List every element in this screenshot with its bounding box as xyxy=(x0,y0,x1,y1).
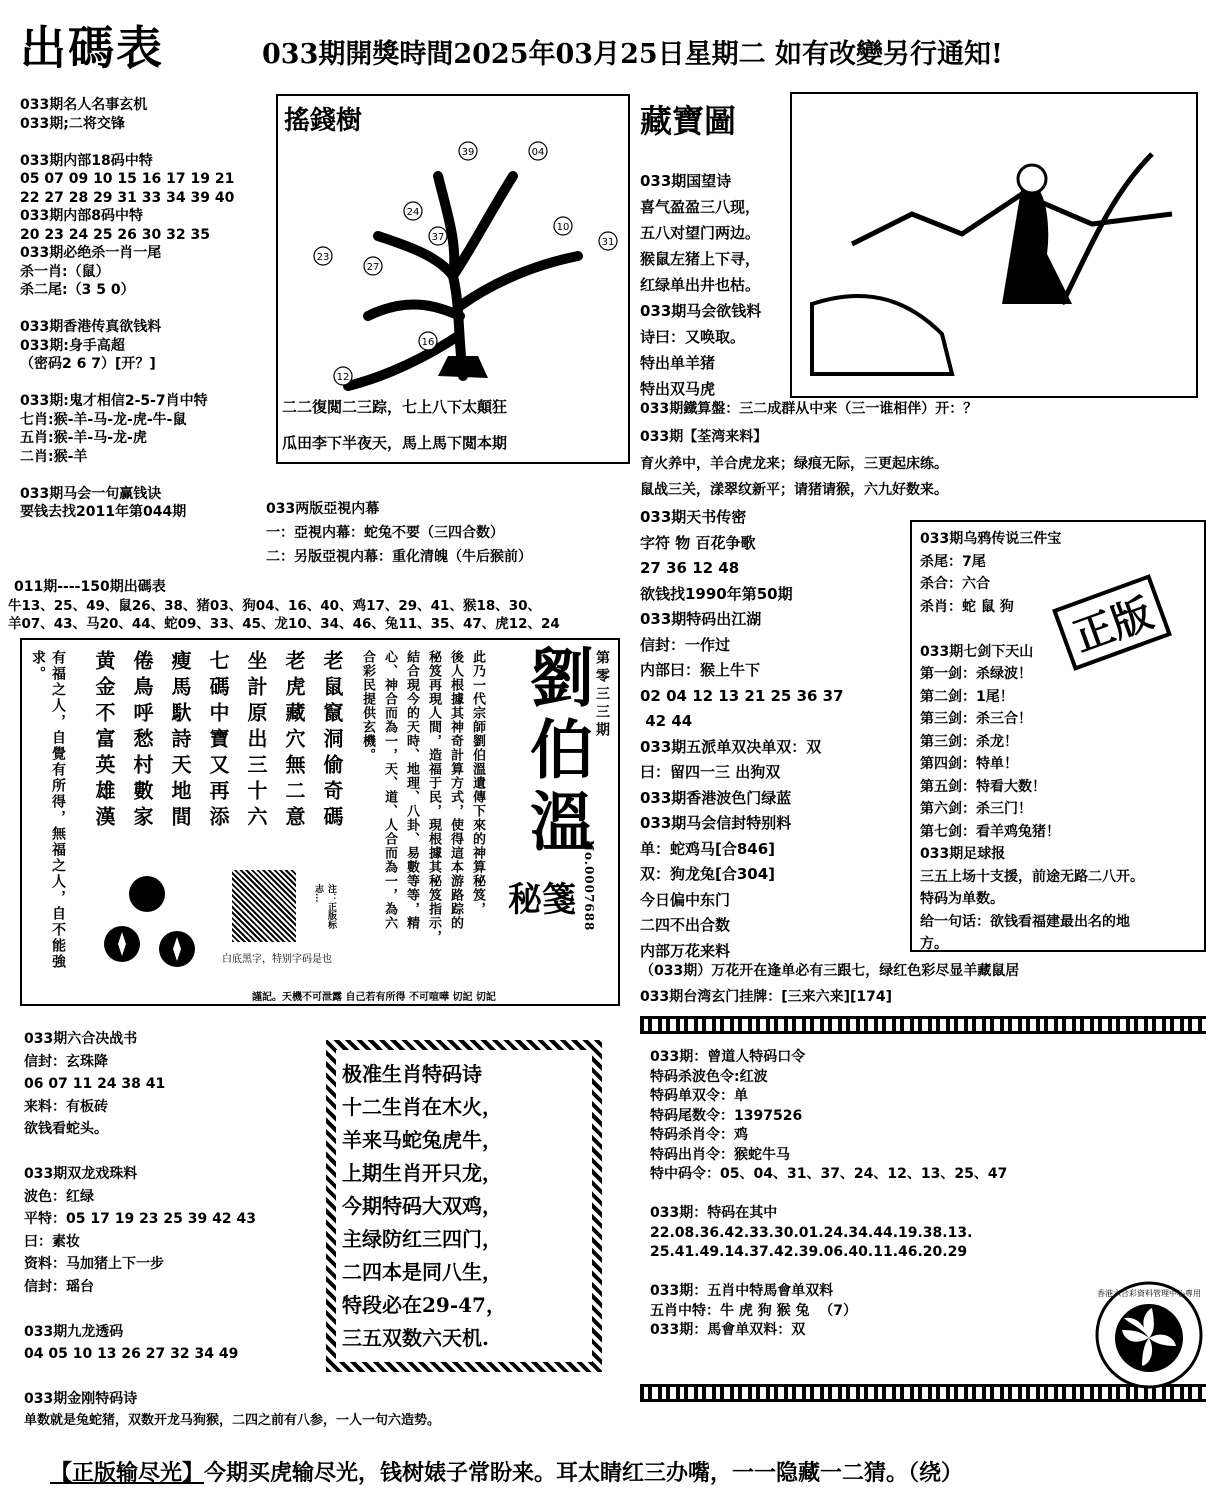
bottom-right-line: 033期：馬會单双料：双 xyxy=(650,1322,806,1338)
footer-tag: 【正版输尽光】 xyxy=(50,1460,205,1486)
crow-box xyxy=(910,520,1206,952)
tree-number: 04 xyxy=(531,147,545,158)
tree-number: 31 xyxy=(601,237,615,248)
intro-column: 此乃一代宗師劉伯溫遺傳下來的神算秘笈， xyxy=(470,650,485,916)
crow-line: 第七剑：看羊鸡兔猪！ xyxy=(920,823,1060,840)
liu-bowen-intro xyxy=(352,650,487,960)
crow-line: 方。 xyxy=(920,936,948,952)
crow-line: 第五剑：特看大数！ xyxy=(920,778,1046,795)
mid-right-line: 033期特码出江湖 xyxy=(640,610,762,628)
zodiac-table-row-1: 牛13、25、49、鼠26、38、猪03、狗04、16、40、鸡17、29、41、猴18、30、 xyxy=(8,598,542,614)
mid-right-line: 033期五派单双决单双：双 xyxy=(640,737,822,756)
bottom-left-line: 欲钱看蛇头。 xyxy=(24,1121,108,1137)
crow-line: 杀尾：7尾 xyxy=(920,553,986,570)
tree-number: 24 xyxy=(406,207,420,218)
money-tree-line-2: 瓜田李下半夜天，馬上馬下閲本期 xyxy=(282,434,508,452)
bottom-right-line: 特码尾数令：1397526 xyxy=(650,1107,803,1124)
zodiac-table-row-2: 羊07、43、马20、44、蛇09、33、45、龙10、34、46、兔11、35、47、虎12、24 xyxy=(8,616,560,632)
wanhua-line: （033期）万花开在逢单必有三跟七，绿红色彩尽显羊藏鼠居 xyxy=(640,963,1020,979)
left-top-line: 22 27 28 29 31 33 34 39 40 xyxy=(20,189,235,206)
poem-column: 坐計原出三十六 xyxy=(244,650,268,832)
treasure-line: 特出双马虎 xyxy=(640,380,716,398)
bauhinia-emblem xyxy=(1094,1280,1204,1390)
crow-line: 第六剑：杀三门！ xyxy=(920,801,1032,817)
mid-right-line: 欲钱找1990年第50期 xyxy=(640,584,793,603)
poem-column: 老虎藏穴無二意 xyxy=(282,650,306,832)
bottom-left-line: 06 07 11 24 38 41 xyxy=(24,1076,166,1092)
crow-line: 给一句话：欲钱看福建最出名的地 xyxy=(920,913,1130,930)
poem-line: 极准生肖特码诗 xyxy=(342,1062,482,1086)
bottom-left-line xyxy=(24,1141,256,1164)
mid-right-line: 曰：留四一三 出狗双 xyxy=(640,763,781,781)
divider-top xyxy=(640,1016,1206,1034)
tsuen-wan-line-1: 育火养中，羊合虎龙来；绿痕无际，三更起床练。 xyxy=(640,456,948,472)
poem-column: 倦鳥呼愁村數家 xyxy=(130,650,154,832)
mid-right-line: 内部万花来料 xyxy=(640,941,731,960)
bottom-right-line: 特码出肖令：猴蛇牛马 xyxy=(650,1146,790,1163)
poem-column: 七碼中寶又再添 xyxy=(206,650,230,832)
poem-column: 瘦馬馱詩天地間 xyxy=(168,650,192,832)
left-top-line: 要钱去找2011年第044期 xyxy=(20,504,187,520)
bottom-left-line: 平特：05 17 19 23 25 39 42 43 xyxy=(24,1211,256,1227)
left-top-column xyxy=(20,96,234,522)
poem-column: 黄金不富英雄漢 xyxy=(92,650,116,832)
bottom-left-line: 来料：有板砖 xyxy=(24,1098,108,1115)
tree-number: 10 xyxy=(556,222,570,233)
tree-number: 23 xyxy=(316,252,330,263)
tree-number: 27 xyxy=(366,262,380,273)
bottom-right-line: 特码杀波色令:红波 xyxy=(650,1068,768,1085)
intro-column: 合彩民提供玄機。 xyxy=(360,650,375,762)
bottom-left-line: 04 05 10 13 26 27 32 34 49 xyxy=(24,1346,239,1362)
mid-right-line: 033期天书传密 xyxy=(640,508,747,526)
poem-line: 上期生肖开只龙， xyxy=(342,1161,502,1185)
treasure-line: 五八对望门两边。 xyxy=(640,224,761,242)
left-top-line: 033期内部18码中特 xyxy=(20,152,153,169)
liu-bowen-footer: 謹記。天機不可泄露 自己若有所得 不可喧嘩 切記 切記 xyxy=(252,992,496,1003)
liu-bowen-poem xyxy=(82,650,347,850)
footer xyxy=(50,1456,963,1487)
footer-text: 今期买虎输尽光，钱树婊子常盼来。耳太睛红三办嘴，一一隐藏一二猜。（绕） xyxy=(204,1460,964,1486)
iron-abacus-line: 033期鐵算盤：三二成群从中来（三一谁相伴）开：？ xyxy=(640,401,978,417)
left-top-line: 杀二尾:（3 5 0） xyxy=(20,282,135,298)
bottom-right-line: 特码杀肖令：鸡 xyxy=(650,1127,748,1143)
bottom-right-lines xyxy=(650,1048,1007,1341)
bottom-right-line: 25.41.49.14.37.42.39.06.40.11.46.20.29 xyxy=(650,1244,968,1260)
crow-line: 杀合：六合 xyxy=(920,576,990,592)
left-top-line: （密码2 6 7）[开？] xyxy=(20,356,156,372)
poem-box-lines xyxy=(336,1050,592,1363)
left-top-line: 033期香港传真欲钱料 xyxy=(20,319,162,335)
bottom-left-line: 033期金刚特码诗 xyxy=(24,1391,138,1407)
left-top-line: 033期马会一句赢钱诀 xyxy=(20,485,162,502)
poem-column: 老鼠竄洞偷奇碼 xyxy=(320,650,344,832)
poem-line: 羊来马蛇兔虎牛， xyxy=(342,1128,502,1152)
poem-box xyxy=(326,1040,602,1372)
crow-line: 特码为单数。 xyxy=(920,891,1004,907)
left-top-line xyxy=(20,300,234,319)
bottom-right-line xyxy=(650,1263,1007,1283)
mid-right-lines xyxy=(640,505,844,964)
bottom-left-line: 033期九龙透码 xyxy=(24,1323,124,1340)
mid-right-line: 42 44 xyxy=(640,712,693,730)
tsuen-wan-title: 033期【荃湾来料】 xyxy=(640,429,768,445)
crow-line: 第三剑：杀龙！ xyxy=(920,733,1018,750)
bottom-left-line xyxy=(24,1298,256,1321)
mid-right-line: 内部曰：猴上牛下 xyxy=(640,661,761,679)
bottom-right-line: 特码单双令：单 xyxy=(650,1088,748,1104)
crow-line: 第二剑：1尾！ xyxy=(920,688,1014,705)
treasure-line: 诗曰：又唤取。 xyxy=(640,328,746,346)
left-top-line xyxy=(20,133,234,152)
emblem-text: 香港六合彩資料管理中心專用 xyxy=(1097,1289,1201,1298)
bottom-left-line: 波色：红绿 xyxy=(24,1188,94,1205)
liu-bowen-caption: 白底黑字，特别字码是也 xyxy=(222,954,332,965)
page-title: 033期開獎時間2025年03月25日星期二 如有改變另行通知! xyxy=(262,39,1003,70)
asia-tv-line-2: 二：另版亞視内幕：重化清魄（牛后猴前） xyxy=(266,549,532,565)
mid-right-line: 033期马会信封特别料 xyxy=(640,814,792,832)
bottom-left-line: 曰：素妆 xyxy=(24,1233,80,1250)
treasure-lines xyxy=(640,168,761,402)
left-top-line: 七肖:猴-羊-马-龙-虎-牛-鼠 xyxy=(20,411,187,428)
asia-tv-title: 033两版亞視内幕 xyxy=(266,501,380,517)
treasure-illustration xyxy=(792,94,1196,396)
intro-column: 秘笈再現人間，造福于民，現根據其秘笈指示， xyxy=(426,650,441,944)
seal-image xyxy=(232,870,296,942)
treasure-picture xyxy=(790,92,1198,398)
money-tree-illustration xyxy=(288,116,618,396)
left-top-line: 20 23 24 25 26 30 32 35 xyxy=(20,226,210,243)
king-kong-poem: 单数就是兔蛇猪，双数开龙马狗猴，二四之前有八参，一人一句六造势。 xyxy=(24,1413,441,1428)
money-tree-heading: 搖錢樹 xyxy=(284,106,363,136)
left-top-line: 五肖:猴-羊-马-龙-虎 xyxy=(20,430,147,446)
logo: 出碼表 xyxy=(20,21,164,75)
treasure-line: 喜气盈盈三八现， xyxy=(640,198,761,216)
bottom-left-line: 033期双龙戏珠料 xyxy=(24,1166,138,1182)
bottom-left-line: 信封：玄珠降 xyxy=(24,1053,108,1070)
liu-bowen-left-column: 有福之人，自覺有所得，無福之人，自不能強求。 xyxy=(30,650,66,970)
bottom-left-line: 资料：马加猪上下一步 xyxy=(24,1256,164,1272)
poem-line: 十二生肖在木火， xyxy=(342,1095,502,1119)
poem-line: 主绿防红三四门， xyxy=(342,1227,502,1251)
mid-right-line: 双：狗龙兔[合304] xyxy=(640,865,776,883)
intro-column: 心、神合而為一，天、道、人合而為一，為六 xyxy=(382,650,397,930)
intro-column: 結合現今的天時、地理、八卦、易數等等，精 xyxy=(404,650,419,930)
coins-illustration xyxy=(82,854,222,974)
liu-bowen-note: 注：正版标志... xyxy=(313,884,336,929)
liu-bowen-serial: No.0007688 xyxy=(582,840,596,932)
bottom-left-lines xyxy=(24,1028,256,1411)
left-top-line: 05 07 09 10 15 16 17 19 21 xyxy=(20,171,235,187)
left-top-line: 033期必绝杀一肖一尾 xyxy=(20,245,162,261)
bottom-right-line: 五肖中特：牛 虎 狗 猴 兔 （7） xyxy=(650,1302,857,1319)
money-tree-box xyxy=(276,94,630,464)
crow-line: 033期乌鸦传说三件宝 xyxy=(920,531,1062,547)
taiwan-line: 033期台湾玄门挂牌：[三来六来][174] xyxy=(640,989,893,1005)
zodiac-table-title: 011期----150期出碼表 xyxy=(14,579,166,595)
intro-column: 後人根據其神奇計算方式，使得這本游路踪的 xyxy=(448,650,463,930)
poem-line: 特段必在29-47， xyxy=(342,1293,506,1317)
treasure-line: 猴鼠左猪上下寻， xyxy=(640,250,761,268)
liu-bowen-subtitle: 秘箋 xyxy=(508,880,576,920)
tree-number: 12 xyxy=(336,372,350,383)
crow-line: 第四剑：特单！ xyxy=(920,756,1018,772)
poem-line: 三五双数六天机. xyxy=(342,1326,489,1350)
crow-line: 033期七剑下天山 xyxy=(920,643,1034,660)
left-top-line: 033期:身手高超 xyxy=(20,337,125,354)
left-top-line: 033期名人名事玄机 xyxy=(20,97,148,113)
bottom-right-line: 033期：五肖中特馬會单双料 xyxy=(650,1283,834,1299)
mid-right-line: 二四不出合数 xyxy=(640,916,731,934)
poem-line: 二四本是同八生， xyxy=(342,1260,502,1284)
crow-line: 第一剑：杀绿波！ xyxy=(920,666,1032,682)
liu-bowen-box xyxy=(20,638,620,1006)
left-top-line xyxy=(20,374,234,393)
treasure-line: 033期马会欲钱料 xyxy=(640,302,762,320)
poem-line: 今期特码大双鸡， xyxy=(342,1194,502,1218)
liu-bowen-issue: 第零三三期 xyxy=(594,650,610,740)
mid-right-line: 字符 物 百花争歌 xyxy=(640,533,756,552)
treasure-line: 特出单羊猪 xyxy=(640,354,716,372)
treasure-line: 033期国望诗 xyxy=(640,172,732,190)
mid-right-line: 27 36 12 48 xyxy=(640,559,740,577)
mid-right-line: 信封：一作过 xyxy=(640,635,731,654)
mid-right-line: 033期香港波色门绿蓝 xyxy=(640,788,792,807)
bottom-right-line: 22.08.36.42.33.30.01.24.34.44.19.38.13. xyxy=(650,1224,973,1241)
left-top-line: 033期:鬼才相信2-5-7肖中特 xyxy=(20,393,208,409)
left-top-line: 二肖:猴-羊 xyxy=(20,448,88,465)
left-top-line: 033期;二将交锋 xyxy=(20,115,125,132)
left-top-line: 033期内部8码中特 xyxy=(20,208,143,224)
bottom-left-line: 信封：瑶台 xyxy=(24,1278,94,1295)
bottom-right-line xyxy=(650,1185,1007,1205)
treasure-heading: 藏寶圖 xyxy=(640,102,737,140)
bottom-right-line: 033期：特码在其中 xyxy=(650,1205,778,1221)
mid-right-line: 02 04 12 13 21 25 36 37 xyxy=(640,686,844,705)
bottom-right-line: 033期：曾道人特码口令 xyxy=(650,1049,806,1065)
crow-line: 三五上场十支援，前途无路二八开。 xyxy=(920,868,1144,885)
left-top-line xyxy=(20,466,234,485)
tree-number: 16 xyxy=(421,337,435,348)
treasure-line: 红绿单出井也枯。 xyxy=(640,276,761,294)
tsuen-wan-line-2: 鼠战三关，漾翠纹新平；请猪请猴，六九好数来。 xyxy=(640,482,948,498)
money-tree-line-1: 二二復閲二三踪，七上八下太顛狂 xyxy=(282,398,508,416)
crow-line: 杀肖：蛇 鼠 狗 xyxy=(920,598,1014,615)
liu-bowen-title: 劉伯溫 xyxy=(519,644,594,860)
crow-line: 033期足球报 xyxy=(920,846,1006,862)
mid-right-line: 单：蛇鸡马[合846] xyxy=(640,839,776,858)
left-top-line: 杀一肖:（鼠） xyxy=(20,263,110,280)
bottom-left-line: 033期六合决战书 xyxy=(24,1031,138,1047)
asia-tv-line-1: 一：亞視内幕：蛇兔不要（三四合数） xyxy=(266,525,504,541)
tree-number: 39 xyxy=(461,147,475,158)
bottom-left-line xyxy=(24,1366,256,1389)
crow-line: 第三剑：杀三合！ xyxy=(920,711,1032,727)
bottom-right-line: 特中码令：05、04、31、37、24、12、13、25、47 xyxy=(650,1166,1008,1182)
genuine-stamp: 正版 xyxy=(1052,574,1172,671)
mid-right-line: 今日偏中东门 xyxy=(640,890,731,909)
tree-number: 37 xyxy=(431,232,445,243)
